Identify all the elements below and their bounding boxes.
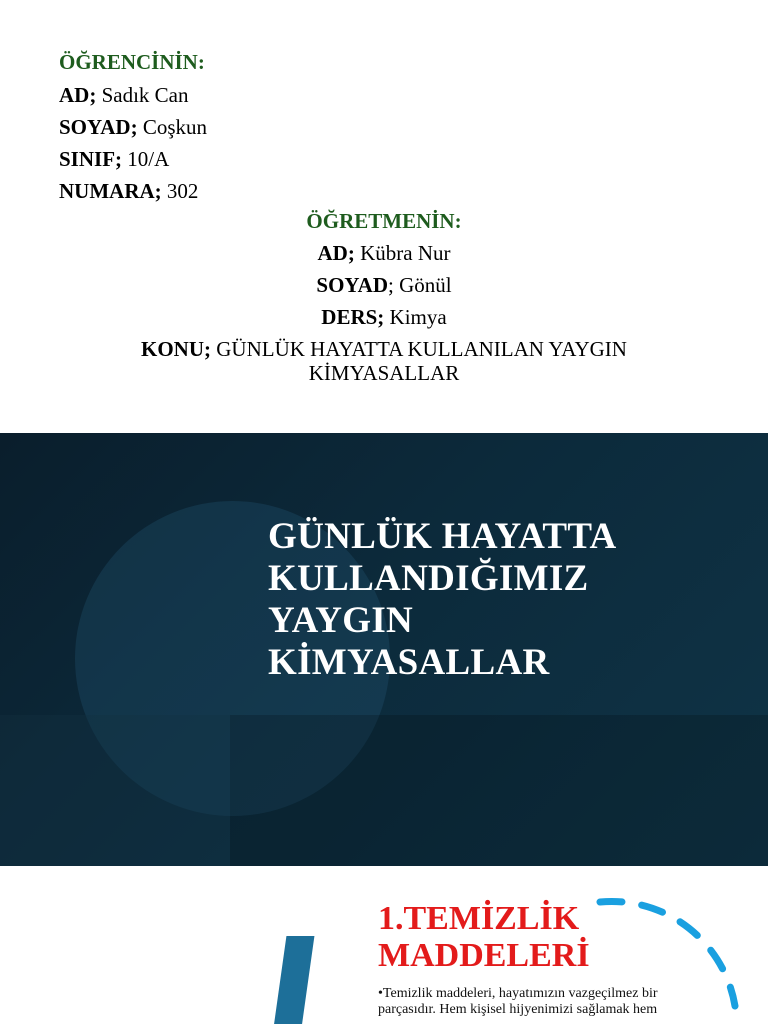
- teacher-name-value: Kübra Nur: [354, 241, 451, 265]
- teacher-surname-row: [0, 269, 768, 301]
- teacher-name-label: AD;: [317, 241, 355, 265]
- section-body: [378, 986, 708, 1018]
- teacher-name-row: [0, 237, 768, 269]
- teacher-subject-row: [0, 301, 768, 333]
- cover-page: [0, 0, 768, 433]
- student-number-value: 302: [161, 179, 199, 203]
- slide-title-line: KİMYASALLAR: [268, 642, 550, 683]
- student-heading: ÖĞRENCİNİN:: [59, 50, 205, 74]
- student-class-value: 10/A: [122, 147, 170, 171]
- section-heading: [378, 900, 590, 974]
- teacher-surname-value: ; Gönül: [388, 273, 452, 297]
- student-number-label: NUMARA;: [59, 179, 162, 203]
- student-surname-label: SOYAD;: [59, 115, 138, 139]
- topic-row: [0, 337, 768, 385]
- section-body-line: •Temizlik maddeleri, hayatımızın vazgeçilmez bir: [378, 986, 658, 1001]
- teacher-subject-label: DERS;: [321, 305, 385, 329]
- topic-value-line1: GÜNLÜK HAYATTA KULLANILAN YAYGIN: [211, 337, 627, 361]
- student-class-row: [59, 143, 207, 175]
- student-info: [59, 48, 207, 207]
- section-slide: [0, 866, 768, 1024]
- student-number-row: [59, 175, 207, 207]
- teacher-info: [0, 207, 768, 385]
- topic-label: KONU;: [141, 337, 211, 361]
- student-name-value: Sadık Can: [96, 83, 189, 107]
- section-heading-line: MADDELERİ: [378, 937, 590, 974]
- teacher-subject-value: Kimya: [384, 305, 447, 329]
- slide-title-line: YAYGIN: [268, 600, 414, 641]
- student-surname-value: Coşkun: [137, 115, 208, 139]
- teacher-heading: ÖĞRETMENİN:: [306, 209, 462, 233]
- topic-value-line2: KİMYASALLAR: [308, 361, 460, 385]
- student-name-label: AD;: [59, 83, 97, 107]
- section-heading-line: 1.TEMİZLİK: [378, 900, 580, 937]
- section-body-line: parçasıdır. Hem kişisel hijyenimizi sağlamak hem: [378, 1002, 658, 1017]
- title-slide: [0, 433, 768, 866]
- student-class-label: SINIF;: [59, 147, 123, 171]
- slide-title-line: GÜNLÜK HAYATTA: [268, 516, 617, 557]
- student-surname-row: [59, 111, 207, 143]
- slide-title-line: KULLANDIĞIMIZ: [268, 558, 589, 599]
- decorative-panel: [0, 715, 230, 866]
- student-name-row: [59, 79, 207, 111]
- slide-title: [268, 516, 738, 684]
- teacher-surname-label: SOYAD: [316, 273, 388, 297]
